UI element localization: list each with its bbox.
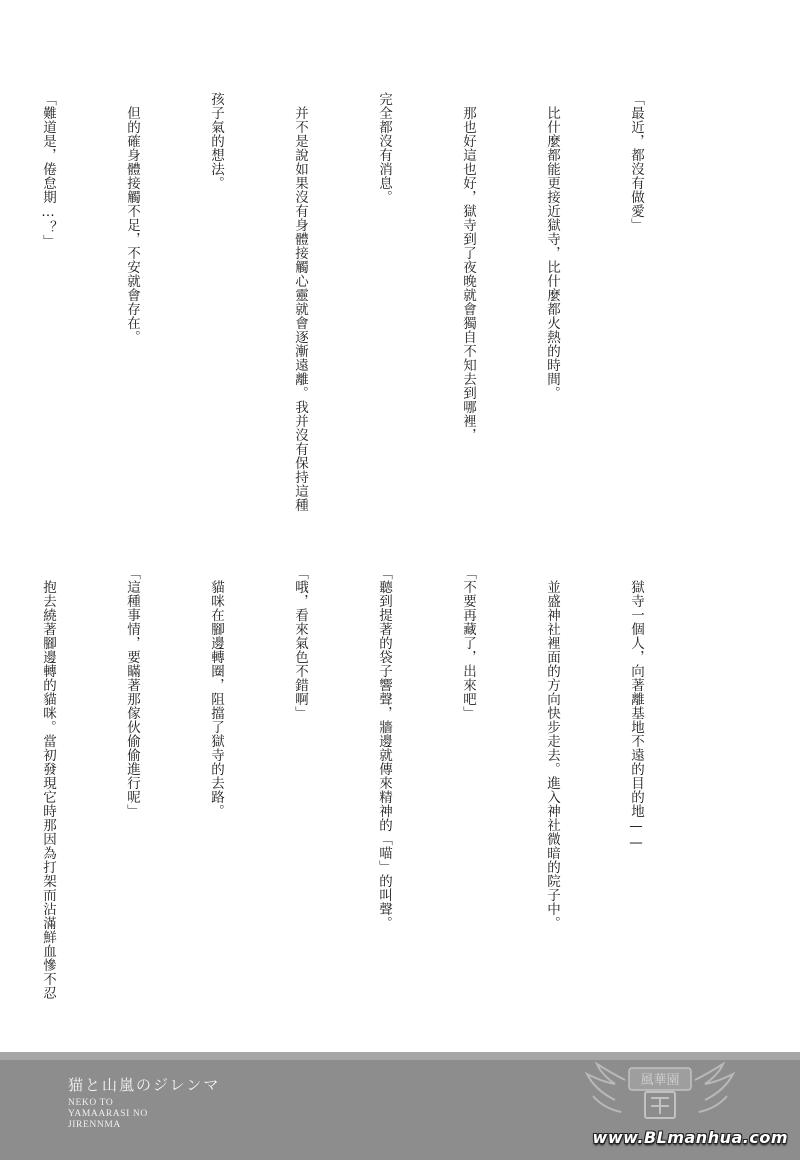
text-column: 比什麼都能更接近獄寺，比什麼都火熱的時間。 [544,92,560,400]
text-column: 「難道是，倦怠期…？」 [40,92,56,249]
text-column: 孩子氣的想法。 [208,92,224,190]
text-column: 獄寺一個人，向著離基地不遠的目的地—— [628,566,644,851]
text-column: 并不是說如果沒有身體接觸心靈就會逐漸遠離。我并沒有保持這種 [292,92,308,512]
romaji-title-line: JIRENNMA [68,1120,121,1130]
footer-band-highlight [0,1052,800,1060]
romaji-title-line: NEKO TO [68,1098,114,1108]
group-logo-emblem [585,1060,735,1130]
text-column: 貓咪在腳邊轉圈，阻擋了獄寺的去路。 [208,566,224,818]
text-column: 完全都沒有消息。 [376,92,392,204]
upper-text-block [40,92,706,522]
lower-text-block [16,566,706,1000]
svg-text:風華園: 風華園 [640,1073,680,1088]
text-column: 「這種事情，要瞞著那傢伙偷偷進行呢」 [124,566,140,818]
text-column: 那也好這也好，獄寺到了夜晚就會獨自不知去到哪裡， [460,92,476,442]
text-column: 「聽到提著的袋子響聲，牆邊就傳來精神的「喵」的叫聲。 [376,566,392,930]
text-column: 但的確身體接觸不足，不安就會存在。 [124,92,140,344]
text-column: 「最近，都沒有做愛」 [628,92,644,232]
text-column: 並盛神社裡面的方向快步走去。進入神社微暗的院子中。 [544,566,560,930]
series-title: 猫と山嵐のジレンマ [68,1076,221,1094]
site-watermark: www.BLmanhua.com [592,1128,788,1147]
text-column: 「不要再藏了，出來吧」 [460,566,476,720]
text-column: 抱去繞著腳邊轉的貓咪。當初發現它時那因為打架而沾滿鮮血慘不忍 [40,566,56,1000]
romaji-title-line: YAMAARASI NO [68,1109,148,1119]
winged-emblem-icon [585,1060,735,1126]
text-column: 「哦，看來氣色不錯啊」 [292,566,308,720]
